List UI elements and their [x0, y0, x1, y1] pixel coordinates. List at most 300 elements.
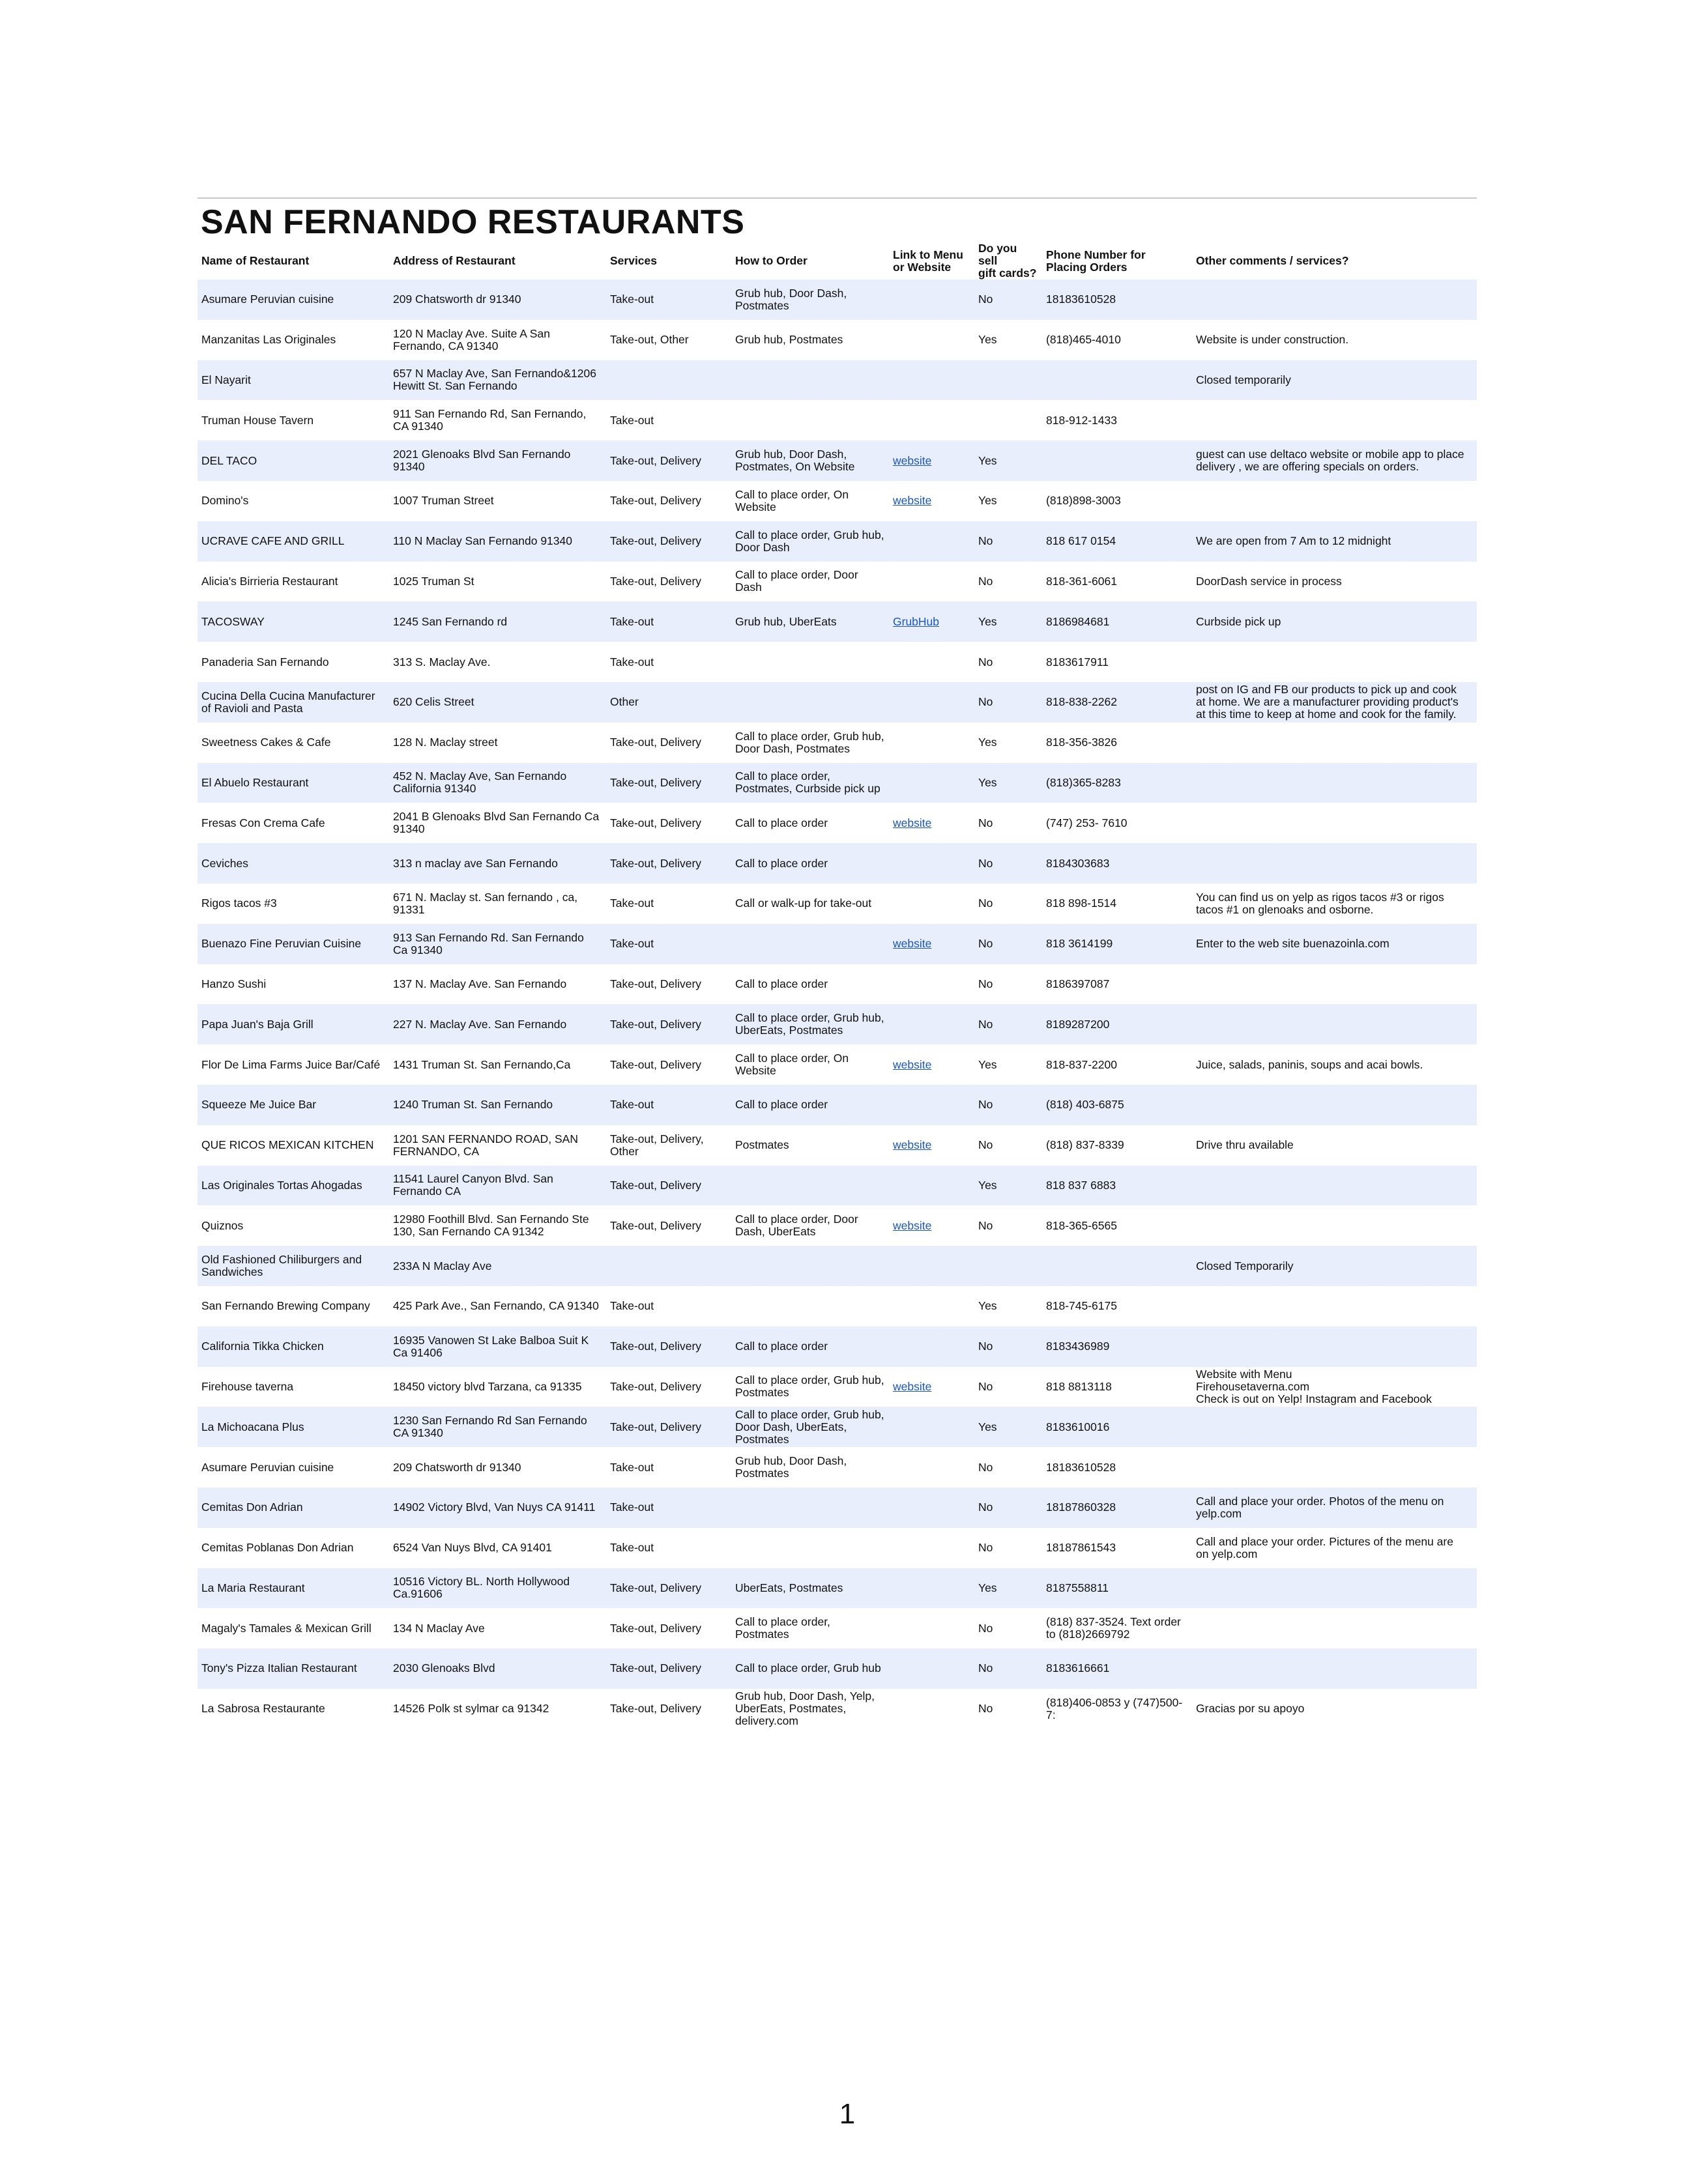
- how-to-order-cell: Grub hub, Postmates: [731, 320, 889, 360]
- phone-cell: 818-365-6565: [1042, 1205, 1192, 1246]
- how-to-order-cell: [731, 360, 889, 401]
- link-cell: [889, 682, 974, 723]
- services-cell: [606, 360, 731, 401]
- gift-card-cell: No: [974, 924, 1042, 964]
- address-cell: 1230 San Fernando Rd San Fernando CA 91340: [389, 1407, 606, 1447]
- services-cell: Take-out, Delivery: [606, 1166, 731, 1206]
- header-name: Name of Restaurant: [201, 254, 310, 267]
- services-cell: Take-out: [606, 1528, 731, 1568]
- link-cell: [889, 1487, 974, 1528]
- link-cell: [889, 1166, 974, 1206]
- gift-card-cell: No: [974, 642, 1042, 682]
- address-cell: 6524 Van Nuys Blvd, CA 91401: [389, 1528, 606, 1568]
- comments-cell: [1192, 1648, 1477, 1689]
- website-link[interactable]: website: [893, 494, 932, 508]
- table-row: [197, 1004, 1477, 1044]
- restaurant-name-cell: Sweetness Cakes & Cafe: [197, 723, 389, 763]
- table-row: [197, 440, 1477, 481]
- address-cell: 11541 Laurel Canyon Blvd. San Fernando CA: [389, 1166, 606, 1206]
- services-cell: Take-out, Delivery: [606, 763, 731, 803]
- restaurant-name-cell: La Michoacana Plus: [197, 1407, 389, 1447]
- how-to-order-cell: [731, 1246, 889, 1286]
- website-link[interactable]: GrubHub: [893, 614, 940, 628]
- services-cell: Take-out: [606, 1085, 731, 1125]
- address-cell: 18450 victory blvd Tarzana, ca 91335: [389, 1367, 606, 1407]
- comments-cell: Website is under construction.: [1192, 320, 1477, 360]
- gift-card-cell: [974, 360, 1042, 401]
- website-link[interactable]: website: [893, 1057, 932, 1071]
- comments-cell: [1192, 723, 1477, 763]
- gift-card-cell: Yes: [974, 1286, 1042, 1327]
- phone-cell: 8183617911: [1042, 642, 1192, 682]
- website-link[interactable]: website: [893, 453, 932, 467]
- link-cell: [889, 1085, 974, 1125]
- how-to-order-cell: [731, 682, 889, 723]
- phone-cell: 818-838-2262: [1042, 682, 1192, 723]
- how-to-order-cell: Call to place order, Grub hub, Door Dash, UberEats, Postmates: [731, 1407, 889, 1447]
- restaurant-name-cell: Cucina Della Cucina Manufacturer of Ravioli and Pasta: [197, 682, 389, 723]
- gift-card-cell: Yes: [974, 601, 1042, 642]
- phone-cell: 18183610528: [1042, 280, 1192, 320]
- address-cell: 12980 Foothill Blvd. San Fernando Ste 130, San Fernando CA 91342: [389, 1205, 606, 1246]
- restaurant-name-cell: Firehouse taverna: [197, 1367, 389, 1407]
- phone-cell: (818)406-0853 y (747)500-7:: [1042, 1689, 1192, 1729]
- gift-card-cell: Yes: [974, 481, 1042, 521]
- how-to-order-cell: Call to place order, Grub hub: [731, 1648, 889, 1689]
- phone-cell: 818 898-1514: [1042, 884, 1192, 924]
- link-cell: [889, 1689, 974, 1729]
- how-to-order-cell: Postmates: [731, 1125, 889, 1166]
- services-cell: Take-out, Delivery: [606, 1367, 731, 1407]
- table-row: [197, 884, 1477, 924]
- gift-card-cell: No: [974, 843, 1042, 884]
- restaurant-name-cell: DEL TACO: [197, 440, 389, 481]
- how-to-order-cell: Call to place order, Door Dash: [731, 562, 889, 602]
- website-link[interactable]: website: [893, 937, 932, 951]
- table-row: [197, 1689, 1477, 1729]
- services-cell: Take-out, Delivery: [606, 1407, 731, 1447]
- gift-card-cell: No: [974, 1608, 1042, 1648]
- restaurant-name-cell: Fresas Con Crema Cafe: [197, 803, 389, 843]
- address-cell: 2041 B Glenoaks Blvd San Fernando Ca 91340: [389, 803, 606, 843]
- how-to-order-cell: [731, 642, 889, 682]
- link-cell: [889, 843, 974, 884]
- link-cell: [889, 1367, 974, 1407]
- restaurant-name-cell: Papa Juan's Baja Grill: [197, 1004, 389, 1044]
- table-row: [197, 1286, 1477, 1327]
- link-cell: [889, 1407, 974, 1447]
- phone-cell: 8183436989: [1042, 1327, 1192, 1367]
- table-row: [197, 924, 1477, 964]
- link-cell: [889, 481, 974, 521]
- header-link: Link to Menu or Website: [893, 248, 963, 274]
- link-cell: [889, 1528, 974, 1568]
- table-row: [197, 1367, 1477, 1407]
- table-row: [197, 562, 1477, 602]
- phone-cell: (818)465-4010: [1042, 320, 1192, 360]
- phone-cell: 8183616661: [1042, 1648, 1192, 1689]
- link-cell: [889, 440, 974, 481]
- table-row: [197, 1528, 1477, 1568]
- comments-cell: [1192, 1407, 1477, 1447]
- services-cell: Take-out, Delivery: [606, 1044, 731, 1085]
- comments-cell: [1192, 280, 1477, 320]
- phone-cell: (818) 837-8339: [1042, 1125, 1192, 1166]
- restaurant-name-cell: Panaderia San Fernando: [197, 642, 389, 682]
- table-row: [197, 601, 1477, 642]
- link-cell: [889, 360, 974, 401]
- link-cell: [889, 400, 974, 440]
- restaurant-name-cell: Buenazo Fine Peruvian Cuisine: [197, 924, 389, 964]
- comments-cell: Call and place your order. Pictures of the menu are on yelp.com: [1192, 1528, 1477, 1568]
- address-cell: 620 Celis Street: [389, 682, 606, 723]
- phone-cell: [1042, 440, 1192, 481]
- how-to-order-cell: Call to place order, Postmates: [731, 1608, 889, 1648]
- table-row: [197, 481, 1477, 521]
- table-row: [197, 1125, 1477, 1166]
- address-cell: 209 Chatsworth dr 91340: [389, 280, 606, 320]
- phone-cell: (747) 253- 7610: [1042, 803, 1192, 843]
- comments-cell: guest can use deltaco website or mobile app to place delivery , we are offering specials on orders.: [1192, 440, 1477, 481]
- services-cell: Take-out: [606, 1487, 731, 1528]
- table-row: [197, 1044, 1477, 1085]
- phone-cell: 818-912-1433: [1042, 400, 1192, 440]
- comments-cell: [1192, 642, 1477, 682]
- table-row: [197, 400, 1477, 440]
- gift-card-cell: [974, 400, 1042, 440]
- comments-cell: [1192, 763, 1477, 803]
- gift-card-cell: [974, 1246, 1042, 1286]
- table-row: [197, 360, 1477, 401]
- address-cell: 1240 Truman St. San Fernando: [389, 1085, 606, 1125]
- how-to-order-cell: [731, 924, 889, 964]
- comments-cell: [1192, 1085, 1477, 1125]
- comments-cell: Call and place your order. Photos of the menu on yelp.com: [1192, 1487, 1477, 1528]
- how-to-order-cell: Call to place order: [731, 1085, 889, 1125]
- how-to-order-cell: Call to place order, Door Dash, UberEats: [731, 1205, 889, 1246]
- gift-card-cell: No: [974, 803, 1042, 843]
- services-cell: Take-out, Delivery: [606, 562, 731, 602]
- link-cell: [889, 1286, 974, 1327]
- how-to-order-cell: Grub hub, Door Dash, Postmates, On Website: [731, 440, 889, 481]
- gift-card-cell: Yes: [974, 1044, 1042, 1085]
- address-cell: 657 N Maclay Ave, San Fernando&1206 Hewitt St. San Fernando: [389, 360, 606, 401]
- page-number: 1: [839, 2098, 856, 2130]
- services-cell: Take-out, Delivery, Other: [606, 1125, 731, 1166]
- how-to-order-cell: Call to place order, On Website: [731, 1044, 889, 1085]
- how-to-order-cell: [731, 1286, 889, 1327]
- restaurant-name-cell: TACOSWAY: [197, 601, 389, 642]
- phone-cell: 818 837 6883: [1042, 1166, 1192, 1206]
- table-row: [197, 320, 1477, 360]
- address-cell: 209 Chatsworth dr 91340: [389, 1447, 606, 1487]
- services-cell: Take-out: [606, 280, 731, 320]
- table-row: [197, 1246, 1477, 1286]
- link-cell: [889, 1568, 974, 1609]
- gift-card-cell: Yes: [974, 320, 1042, 360]
- comments-cell: Enter to the web site buenazoinla.com: [1192, 924, 1477, 964]
- gift-card-cell: No: [974, 1004, 1042, 1044]
- how-to-order-cell: [731, 400, 889, 440]
- comments-cell: [1192, 400, 1477, 440]
- address-cell: 14526 Polk st sylmar ca 91342: [389, 1689, 606, 1729]
- link-cell: [889, 1447, 974, 1487]
- services-cell: Take-out: [606, 884, 731, 924]
- comments-cell: [1192, 1166, 1477, 1206]
- restaurant-table: [197, 242, 1477, 1729]
- restaurant-name-cell: Quiznos: [197, 1205, 389, 1246]
- address-cell: 137 N. Maclay Ave. San Fernando: [389, 964, 606, 1005]
- table-row: [197, 763, 1477, 803]
- top-rule: [197, 197, 1477, 199]
- comments-cell: [1192, 964, 1477, 1005]
- services-cell: Take-out: [606, 1286, 731, 1327]
- phone-cell: 818-361-6061: [1042, 562, 1192, 602]
- comments-cell: Juice, salads, paninis, soups and acai bowls.: [1192, 1044, 1477, 1085]
- restaurant-name-cell: El Nayarit: [197, 360, 389, 401]
- restaurant-name-cell: QUE RICOS MEXICAN KITCHEN: [197, 1125, 389, 1166]
- gift-card-cell: No: [974, 562, 1042, 602]
- restaurant-name-cell: UCRAVE CAFE AND GRILL: [197, 521, 389, 562]
- phone-cell: 818 8813118: [1042, 1367, 1192, 1407]
- table-row: [197, 1166, 1477, 1206]
- phone-cell: 818-356-3826: [1042, 723, 1192, 763]
- gift-card-cell: Yes: [974, 440, 1042, 481]
- services-cell: Take-out, Delivery: [606, 1608, 731, 1648]
- website-link[interactable]: website: [893, 1138, 932, 1152]
- services-cell: Take-out: [606, 924, 731, 964]
- link-cell: [889, 642, 974, 682]
- gift-card-cell: No: [974, 521, 1042, 562]
- restaurant-name-cell: Rigos tacos #3: [197, 884, 389, 924]
- how-to-order-cell: Grub hub, Door Dash, Yelp, UberEats, Postmates, delivery.com: [731, 1689, 889, 1729]
- restaurant-name-cell: Truman House Tavern: [197, 400, 389, 440]
- comments-cell: [1192, 481, 1477, 521]
- comments-cell: DoorDash service in process: [1192, 562, 1477, 602]
- link-cell: [889, 763, 974, 803]
- link-cell: [889, 1205, 974, 1246]
- address-cell: 120 N Maclay Ave. Suite A San Fernando, CA 91340: [389, 320, 606, 360]
- table-row: [197, 1205, 1477, 1246]
- how-to-order-cell: Call to place order: [731, 803, 889, 843]
- website-link[interactable]: website: [893, 1379, 932, 1393]
- link-cell: [889, 1004, 974, 1044]
- link-cell: [889, 723, 974, 763]
- gift-card-cell: Yes: [974, 763, 1042, 803]
- table-row: [197, 1608, 1477, 1648]
- how-to-order-cell: UberEats, Postmates: [731, 1568, 889, 1609]
- link-cell: [889, 1125, 974, 1166]
- phone-cell: 8183610016: [1042, 1407, 1192, 1447]
- website-link[interactable]: website: [893, 816, 932, 829]
- gift-card-cell: No: [974, 1367, 1042, 1407]
- services-cell: Take-out, Delivery: [606, 803, 731, 843]
- how-to-order-cell: [731, 1166, 889, 1206]
- restaurant-name-cell: San Fernando Brewing Company: [197, 1286, 389, 1327]
- services-cell: Take-out: [606, 601, 731, 642]
- table-row: [197, 1648, 1477, 1689]
- comments-cell: [1192, 1205, 1477, 1246]
- address-cell: 1025 Truman St: [389, 562, 606, 602]
- services-cell: Take-out, Delivery: [606, 1004, 731, 1044]
- phone-cell: [1042, 360, 1192, 401]
- comments-cell: [1192, 1004, 1477, 1044]
- restaurant-name-cell: Squeeze Me Juice Bar: [197, 1085, 389, 1125]
- header-comments: Other comments / services?: [1196, 254, 1349, 267]
- restaurant-name-cell: Cemitas Poblanas Don Adrian: [197, 1528, 389, 1568]
- how-to-order-cell: Call to place order: [731, 964, 889, 1005]
- services-cell: Take-out, Delivery: [606, 521, 731, 562]
- gift-card-cell: No: [974, 1689, 1042, 1729]
- link-cell: [889, 1246, 974, 1286]
- address-cell: 2030 Glenoaks Blvd: [389, 1648, 606, 1689]
- how-to-order-cell: Call to place order, Grub hub, Door Dash, Postmates: [731, 723, 889, 763]
- services-cell: Other: [606, 682, 731, 723]
- phone-cell: (818)898-3003: [1042, 481, 1192, 521]
- restaurant-name-cell: California Tikka Chicken: [197, 1327, 389, 1367]
- address-cell: 671 N. Maclay st. San fernando , ca, 91331: [389, 884, 606, 924]
- comments-cell: Website with Menu Firehousetaverna.com Check is out on Yelp! Instagram and Facebook: [1192, 1367, 1477, 1407]
- comments-cell: Closed Temporarily: [1192, 1246, 1477, 1286]
- link-cell: [889, 884, 974, 924]
- services-cell: Take-out: [606, 642, 731, 682]
- gift-card-cell: No: [974, 1447, 1042, 1487]
- restaurant-name-cell: Flor De Lima Farms Juice Bar/Café: [197, 1044, 389, 1085]
- services-cell: Take-out, Delivery: [606, 964, 731, 1005]
- phone-cell: [1042, 1246, 1192, 1286]
- address-cell: 14902 Victory Blvd, Van Nuys CA 91411: [389, 1487, 606, 1528]
- link-cell: [889, 964, 974, 1005]
- comments-cell: [1192, 1608, 1477, 1648]
- phone-cell: 8184303683: [1042, 843, 1192, 884]
- phone-cell: 818 3614199: [1042, 924, 1192, 964]
- table-row: [197, 521, 1477, 562]
- how-to-order-cell: Call to place order, Grub hub, Postmates: [731, 1367, 889, 1407]
- phone-cell: (818) 837-3524. Text order to (818)2669792: [1042, 1608, 1192, 1648]
- address-cell: 313 n maclay ave San Fernando: [389, 843, 606, 884]
- address-cell: 10516 Victory BL. North Hollywood Ca.91606: [389, 1568, 606, 1609]
- phone-cell: 8186984681: [1042, 601, 1192, 642]
- how-to-order-cell: Grub hub, Door Dash, Postmates: [731, 280, 889, 320]
- how-to-order-cell: [731, 1528, 889, 1568]
- services-cell: Take-out, Delivery: [606, 1648, 731, 1689]
- phone-cell: 818-745-6175: [1042, 1286, 1192, 1327]
- table-row: [197, 280, 1477, 320]
- restaurant-name-cell: Cemitas Don Adrian: [197, 1487, 389, 1528]
- restaurant-name-cell: Manzanitas Las Originales: [197, 320, 389, 360]
- restaurant-name-cell: Domino's: [197, 481, 389, 521]
- table-row: [197, 1568, 1477, 1609]
- address-cell: 425 Park Ave., San Fernando, CA 91340: [389, 1286, 606, 1327]
- gift-card-cell: No: [974, 1528, 1042, 1568]
- restaurant-name-cell: Ceviches: [197, 843, 389, 884]
- address-cell: 134 N Maclay Ave: [389, 1608, 606, 1648]
- services-cell: Take-out, Delivery: [606, 1205, 731, 1246]
- phone-cell: 8189287200: [1042, 1004, 1192, 1044]
- restaurant-name-cell: Asumare Peruvian cuisine: [197, 280, 389, 320]
- header-row: [197, 242, 1477, 280]
- gift-card-cell: No: [974, 1205, 1042, 1246]
- address-cell: 227 N. Maclay Ave. San Fernando: [389, 1004, 606, 1044]
- restaurant-name-cell: La Sabrosa Restaurante: [197, 1689, 389, 1729]
- table-row: [197, 1085, 1477, 1125]
- address-cell: 2021 Glenoaks Blvd San Fernando 91340: [389, 440, 606, 481]
- services-cell: Take-out, Delivery: [606, 843, 731, 884]
- address-cell: 16935 Vanowen St Lake Balboa Suit K Ca 91406: [389, 1327, 606, 1367]
- link-cell: [889, 562, 974, 602]
- page-title: SAN FERNANDO RESTAURANTS: [201, 203, 745, 241]
- address-cell: 1245 San Fernando rd: [389, 601, 606, 642]
- gift-card-cell: Yes: [974, 1166, 1042, 1206]
- comments-cell: We are open from 7 Am to 12 midnight: [1192, 521, 1477, 562]
- header-address: Address of Restaurant: [393, 254, 516, 267]
- link-cell: [889, 1044, 974, 1085]
- table-row: [197, 803, 1477, 843]
- how-to-order-cell: Call to place order, Postmates, Curbside pick up: [731, 763, 889, 803]
- gift-card-cell: No: [974, 682, 1042, 723]
- gift-card-cell: No: [974, 1327, 1042, 1367]
- comments-cell: [1192, 803, 1477, 843]
- gift-card-cell: No: [974, 280, 1042, 320]
- restaurant-name-cell: Alicia's Birrieria Restaurant: [197, 562, 389, 602]
- restaurant-name-cell: Las Originales Tortas Ahogadas: [197, 1166, 389, 1206]
- how-to-order-cell: Call to place order, Grub hub, Door Dash: [731, 521, 889, 562]
- address-cell: 110 N Maclay San Fernando 91340: [389, 521, 606, 562]
- address-cell: 1201 SAN FERNANDO ROAD, SAN FERNANDO, CA: [389, 1125, 606, 1166]
- table-row: [197, 1327, 1477, 1367]
- how-to-order-cell: [731, 1487, 889, 1528]
- table-row: [197, 1407, 1477, 1447]
- restaurant-name-cell: Hanzo Sushi: [197, 964, 389, 1005]
- header-gift-cards: Do you sell gift cards?: [978, 242, 1037, 280]
- phone-cell: 18187861543: [1042, 1528, 1192, 1568]
- address-cell: 452 N. Maclay Ave, San Fernando California 91340: [389, 763, 606, 803]
- how-to-order-cell: Call to place order, Grub hub, UberEats, Postmates: [731, 1004, 889, 1044]
- website-link[interactable]: website: [893, 1218, 932, 1232]
- header-how-to-order: How to Order: [735, 254, 808, 267]
- gift-card-cell: Yes: [974, 1407, 1042, 1447]
- how-to-order-cell: Call to place order: [731, 843, 889, 884]
- gift-card-cell: Yes: [974, 723, 1042, 763]
- services-cell: Take-out, Delivery: [606, 440, 731, 481]
- link-cell: [889, 601, 974, 642]
- gift-card-cell: No: [974, 884, 1042, 924]
- services-cell: Take-out, Other: [606, 320, 731, 360]
- services-cell: Take-out, Delivery: [606, 723, 731, 763]
- table-row: [197, 682, 1477, 723]
- link-cell: [889, 320, 974, 360]
- services-cell: Take-out: [606, 400, 731, 440]
- restaurant-name-cell: La Maria Restaurant: [197, 1568, 389, 1609]
- services-cell: Take-out, Delivery: [606, 1327, 731, 1367]
- comments-cell: Curbside pick up: [1192, 601, 1477, 642]
- table-row: [197, 723, 1477, 763]
- comments-cell: You can find us on yelp as rigos tacos #3 or rigos tacos #1 on glenoaks and osborne.: [1192, 884, 1477, 924]
- table-row: [197, 964, 1477, 1005]
- comments-cell: [1192, 1286, 1477, 1327]
- services-cell: [606, 1246, 731, 1286]
- comments-cell: [1192, 843, 1477, 884]
- comments-cell: Gracias por su apoyo: [1192, 1689, 1477, 1729]
- address-cell: 1007 Truman Street: [389, 481, 606, 521]
- phone-cell: 8186397087: [1042, 964, 1192, 1005]
- restaurant-name-cell: Magaly's Tamales & Mexican Grill: [197, 1608, 389, 1648]
- gift-card-cell: No: [974, 1085, 1042, 1125]
- services-cell: Take-out, Delivery: [606, 481, 731, 521]
- gift-card-cell: No: [974, 1125, 1042, 1166]
- services-cell: Take-out, Delivery: [606, 1568, 731, 1609]
- comments-cell: Closed temporarily: [1192, 360, 1477, 401]
